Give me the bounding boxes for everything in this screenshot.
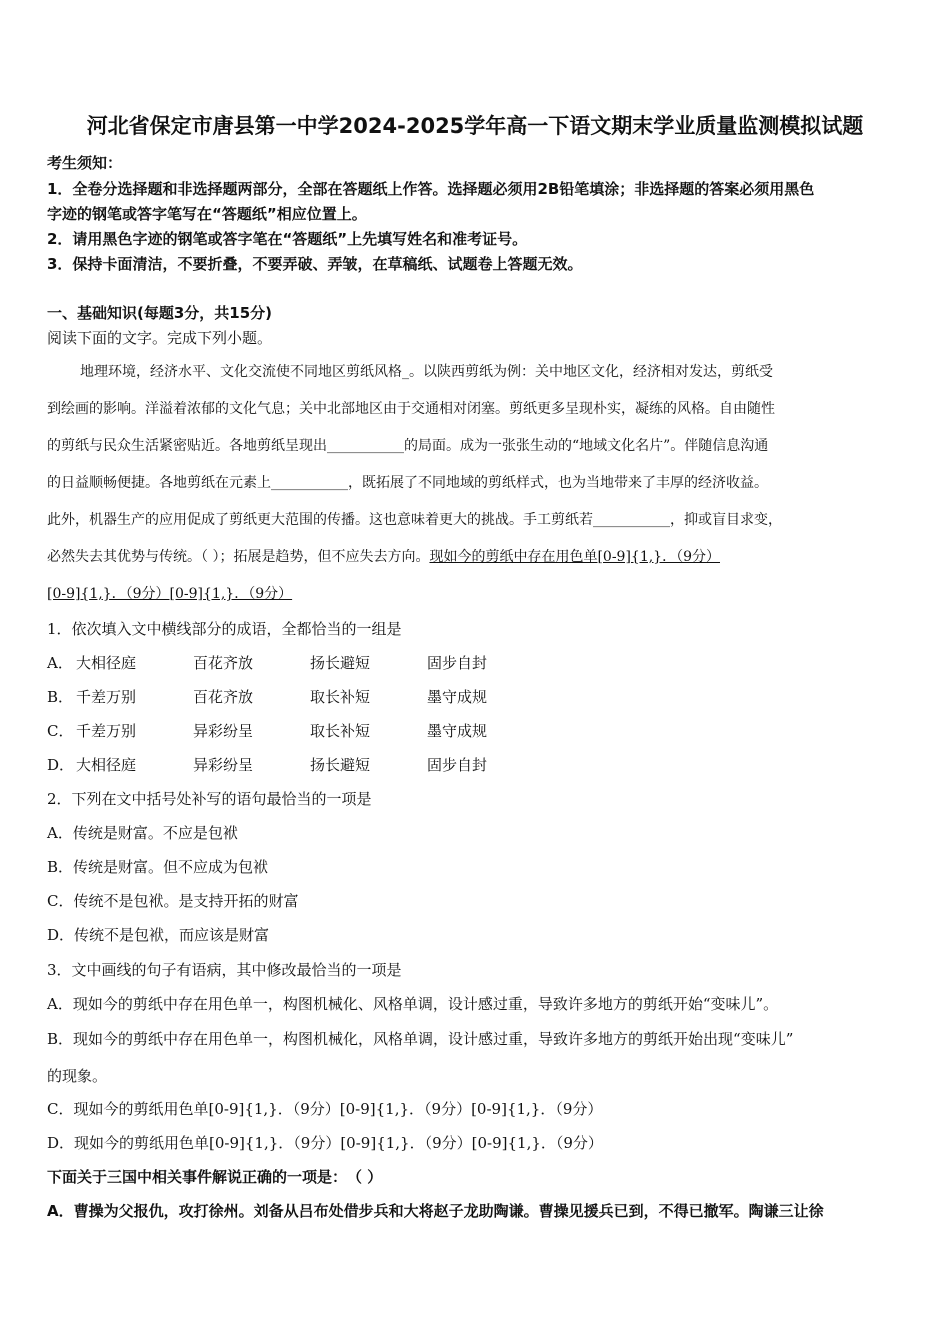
q4-stem: 下面关于三国中相关事件解说正确的一项是： （ ） xyxy=(47,1168,383,1186)
q1-option-b-word-3: 取长补短 xyxy=(310,688,371,706)
notice-item-1-cont: 字迹的钢笔或答字笔写在“答题纸”相应位置上。 xyxy=(47,205,367,223)
q3-option-d: D．现如今的剪纸用色单[0-9]{1,}．（9分）[0-9]{1,}．（9分）[0-9]{1,}．（9分） xyxy=(47,1134,603,1152)
page-title: 河北省保定市唐县第一中学2024-2025学年高一下语文期末学业质量监测模拟试题 xyxy=(86,114,864,138)
q3-option-b: B．现如今的剪纸中存在用色单一，构图机械化，风格单调，设计感过重，导致许多地方的剪纸开始出现“变味儿” xyxy=(47,1030,794,1048)
section-heading: 一、基础知识(每题3分，共15分) xyxy=(47,304,273,322)
q2-option-b: B．传统是财富。但不应成为包袱 xyxy=(47,858,269,876)
q1-option-b-letter: B． xyxy=(47,688,74,706)
q1-option-d-letter: D． xyxy=(47,756,75,774)
q1-option-b-word-1: 千差万别 xyxy=(76,688,137,706)
q1-option-d-word-4: 固步自封 xyxy=(427,756,488,774)
q2-stem: 2．下列在文中括号处补写的语句最恰当的一项是 xyxy=(47,790,372,808)
q1-option-c-word-1: 千差万别 xyxy=(76,722,137,740)
q1-option-d-word-1: 大相径庭 xyxy=(76,756,137,774)
q1-option-a-word-1: 大相径庭 xyxy=(76,654,137,672)
q1-option-c-word-3: 取长补短 xyxy=(310,722,371,740)
q3-option-b-cont: 的现象。 xyxy=(47,1067,108,1085)
passage-line-6 xyxy=(47,546,720,566)
passage-line-2: 到绘画的影响。洋溢着浓郁的文化气息；关中北部地区由于交通相对闭塞。剪纸更多呈现朴实，凝练的风格。自由随性 xyxy=(47,401,775,417)
q1-stem: 1．依次填入文中横线部分的成语，全都恰当的一组是 xyxy=(47,620,402,638)
passage-line-3: 的剪纸与民众生活紧密贴近。各地剪纸呈现出___________的局面。成为一张张生动的“地域文化名片”。伴随信息沟通 xyxy=(47,438,769,454)
underlined-sentence-start: 现如今的剪纸中存在用色单[0-9]{1,}．（9分） xyxy=(429,549,720,565)
q2-option-a: A．传统是财富。不应是包袱 xyxy=(47,824,238,842)
q1-option-a-word-4: 固步自封 xyxy=(427,654,488,672)
q3-stem: 3．文中画线的句子有语病，其中修改最恰当的一项是 xyxy=(47,961,402,979)
q1-option-c-letter: C． xyxy=(47,722,74,740)
q1-option-a-letter: A． xyxy=(47,654,73,672)
q1-option-b-word-4: 墨守成规 xyxy=(427,688,488,706)
q1-option-c-word-2: 异彩纷呈 xyxy=(193,722,254,740)
q3-option-c: C．现如今的剪纸用色单[0-9]{1,}．（9分）[0-9]{1,}．（9分）[0-9]{1,}．（9分） xyxy=(47,1100,603,1118)
q1-option-a-word-2: 百花齐放 xyxy=(193,654,254,672)
notice-item-2: 2．请用黑色字迹的钢笔或答字笔在“答题纸”上先填写姓名和准考证号。 xyxy=(47,230,528,248)
q3-option-a: A．现如今的剪纸中存在用色单一，构图机械化、风格单调，设计感过重，导致许多地方的剪纸开始“变味儿”。 xyxy=(47,995,779,1013)
q1-option-d-word-2: 异彩纷呈 xyxy=(193,756,254,774)
q2-option-d: D．传统不是包袱，而应该是财富 xyxy=(47,926,270,944)
passage-line-4: 的日益顺畅便捷。各地剪纸在元素上___________，既拓展了不同地域的剪纸样式，也为当地带来了丰厚的经济收益。 xyxy=(47,475,768,491)
section-instruction: 阅读下面的文字。完成下列小题。 xyxy=(47,329,273,347)
notice-item-3: 3．保持卡面清洁，不要折叠，不要弄破、弄皱，在草稿纸、试题卷上答题无效。 xyxy=(47,255,583,273)
passage-line-5: 此外，机器生产的应用促成了剪纸更大范围的传播。这也意味着更大的挑战。手工剪纸若___________，抑或盲目求变， xyxy=(47,512,782,528)
q1-option-c-word-4: 墨守成规 xyxy=(427,722,488,740)
q4-option-a: A．曹操为父报仇，攻打徐州。刘备从吕布处借步兵和大将赵子龙助陶谦。曹操见援兵已到，不得已撤军。陶谦三让徐 xyxy=(47,1202,824,1220)
notice-item-1: 1．全卷分选择题和非选择题两部分，全部在答题纸上作答。选择题必须用2B铅笔填涂；非选择题的答案必须用黑色 xyxy=(47,180,815,198)
underlined-sentence-end: [0-9]{1,}．（9分）[0-9]{1,}．（9分） xyxy=(47,586,293,602)
notice-heading: 考生须知： xyxy=(47,154,123,172)
passage-line-1: 地理环境，经济水平、文化交流使不同地区剪纸风格_。以陕西剪纸为例：关中地区文化，经济相对发达，剪纸受 xyxy=(80,364,773,380)
passage-line-6-plain: 必然失去其优势与传统。（ ）；拓展是趋势，但不应失去方向。 xyxy=(47,549,430,565)
q1-option-d-word-3: 扬长避短 xyxy=(310,756,371,774)
q1-option-a-word-3: 扬长避短 xyxy=(310,654,371,672)
q1-option-b-word-2: 百花齐放 xyxy=(193,688,254,706)
q2-option-c: C．传统不是包袱。是支持开拓的财富 xyxy=(47,892,299,910)
